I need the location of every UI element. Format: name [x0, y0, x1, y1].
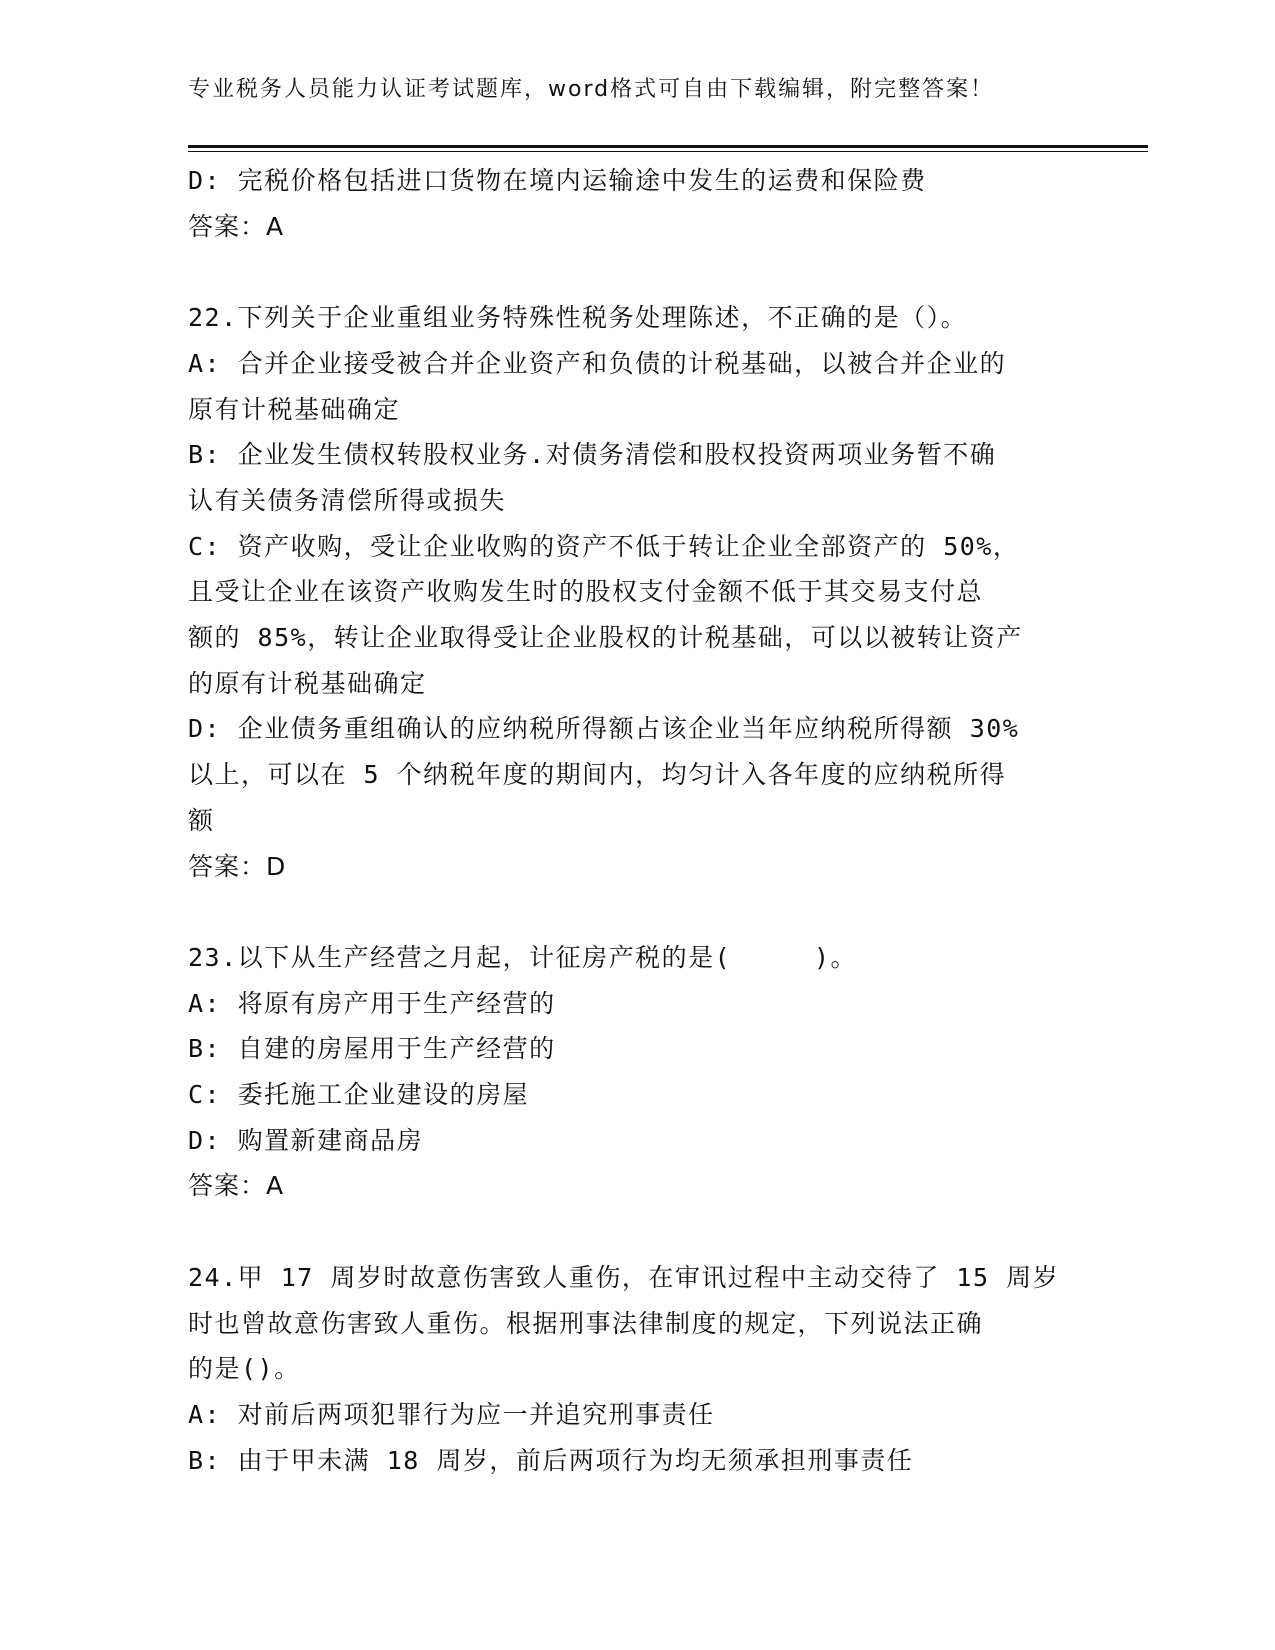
option-c: C: 委托施工企业建设的房屋 — [188, 1080, 530, 1110]
question-stem-cont: 时也曾故意伤害致人重伤。根据刑事法律制度的规定，下列说法正确 — [188, 1308, 984, 1338]
answer: 答案：D — [188, 851, 287, 881]
option-a-cont: 原有计税基础确定 — [188, 394, 401, 424]
document-body — [188, 158, 1068, 1483]
option-a: A: 对前后两项犯罪行为应一并追究刑事责任 — [188, 1399, 715, 1429]
page-header: 专业税务人员能力认证考试题库，word格式可自由下载编辑，附完整答案！ — [188, 77, 995, 102]
question-24 — [188, 1255, 1068, 1484]
option-d-cont: 以上，可以在 5 个纳税年度的期间内，均匀计入各年度的应纳税所得 — [188, 760, 1007, 790]
option-a: A: 合并企业接受被合并企业资产和负债的计税基础，以被合并企业的 — [188, 348, 1007, 378]
option-b: B: 由于甲未满 18 周岁，前后两项行为均无须承担刑事责任 — [188, 1445, 914, 1475]
spacer — [188, 889, 1068, 935]
carryover-answer: 答案：A — [188, 211, 285, 241]
spacer — [188, 1209, 1068, 1255]
spacer — [188, 249, 1068, 295]
option-b: B: 企业发生债权转股权业务.对债务清偿和股权投资两项业务暂不确 — [188, 440, 997, 470]
question-stem: 23.以下从生产经营之月起，计征房产税的是( )。 — [188, 942, 858, 972]
question-stem: 24.甲 17 周岁时故意伤害致人重伤，在审讯过程中主动交待了 15 周岁 — [188, 1262, 1060, 1292]
option-c-cont: 额的 85%，转让企业取得受让企业股权的计税基础，可以以被转让资产 — [188, 623, 1023, 653]
answer: 答案：A — [188, 1171, 285, 1201]
option-c: C: 资产收购，受让企业收购的资产不低于转让企业全部资产的 50%， — [188, 531, 1020, 561]
header-rule-thick — [188, 145, 1148, 148]
option-d: D: 企业债务重组确认的应纳税所得额占该企业当年应纳税所得额 30% — [188, 714, 1020, 744]
option-a: A: 将原有房产用于生产经营的 — [188, 988, 556, 1018]
question-stem: 22.下列关于企业重组业务特殊性税务处理陈述，不正确的是（）。 — [188, 303, 968, 333]
option-c-cont: 且受让企业在该资产收购发生时的股权支付金额不低于其交易支付总 — [188, 577, 984, 607]
question-stem-cont: 的是()。 — [188, 1354, 301, 1384]
header-rule-thin — [188, 151, 1148, 152]
question-23 — [188, 935, 1068, 1209]
option-c-cont: 的原有计税基础确定 — [188, 668, 427, 698]
carryover-option-d: D: 完税价格包括进口货物在境内运输途中发生的运费和保险费 — [188, 166, 927, 195]
option-b-cont: 认有关债务清偿所得或损失 — [188, 485, 507, 515]
question-22 — [188, 295, 1068, 889]
option-d-cont: 额 — [188, 805, 215, 835]
option-b: B: 自建的房屋用于生产经营的 — [188, 1034, 556, 1064]
option-d: D: 购置新建商品房 — [188, 1125, 424, 1155]
